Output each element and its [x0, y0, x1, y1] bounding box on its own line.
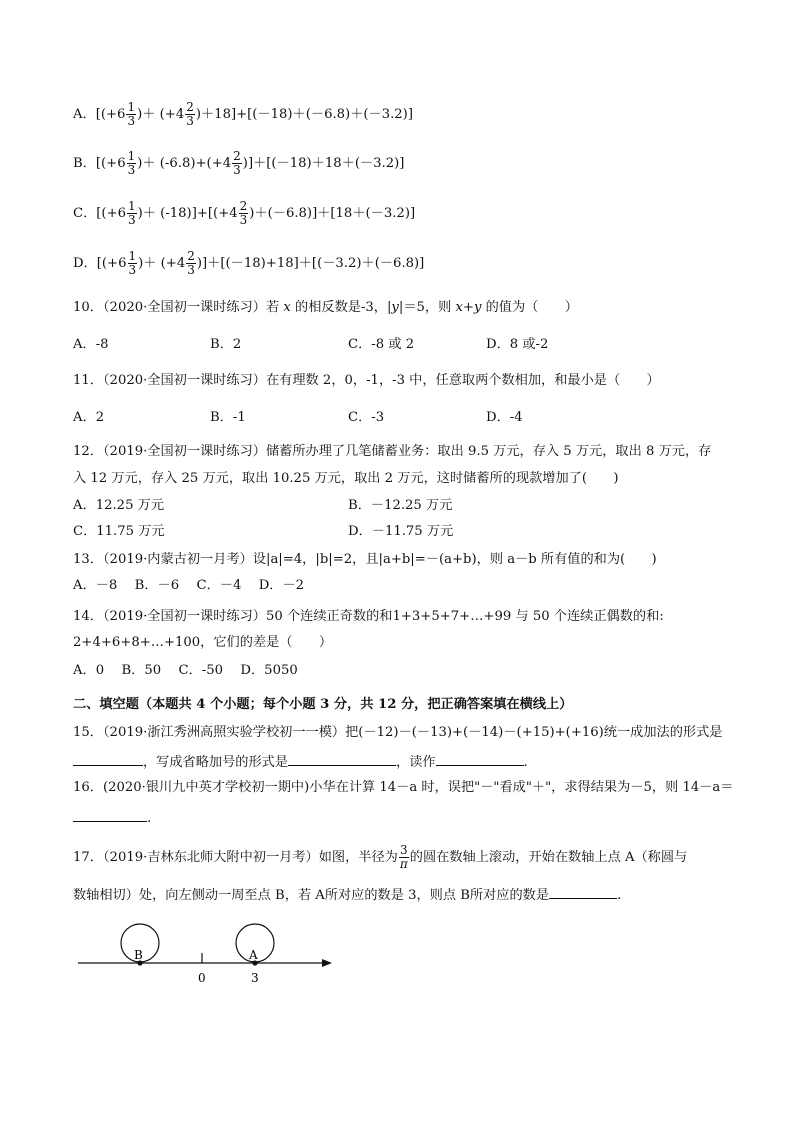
- q17-stem-line1: [73, 844, 687, 871]
- expr-part: [(+6: [95, 156, 126, 171]
- fraction: [127, 150, 137, 177]
- q10-stem-part: 的相反数是-3，|: [290, 300, 392, 315]
- q9-option-c: [73, 200, 415, 227]
- arrow-head-icon: [322, 959, 332, 967]
- fraction-denominator: 3: [128, 263, 137, 277]
- q11-option-b[interactable]: B．-1: [210, 410, 246, 425]
- option-letter: D．: [73, 256, 97, 271]
- q10-stem: [73, 299, 578, 317]
- answer-blank[interactable]: [288, 752, 396, 766]
- expr-part: [(+6: [96, 206, 127, 221]
- label-a: A: [249, 948, 258, 962]
- q11-option-c[interactable]: C．-3: [348, 410, 385, 425]
- expr-part: )]＋[(－18)+18]＋[(－3.2)＋(－6.8)]: [196, 256, 425, 271]
- q9-option-b: [73, 150, 404, 177]
- q17-stem-part: 的圆在数轴上滚动，开始在数轴上点 A（称圆与: [409, 850, 688, 865]
- expr-part: )]＋[(－18)＋18＋(－3.2)]: [242, 156, 405, 171]
- q16-stem-part: .: [147, 811, 152, 826]
- fraction-numerator: 2: [233, 149, 241, 163]
- fraction-numerator: 3: [400, 843, 408, 857]
- expr-part: )＋ (-18)]+[(+4: [137, 206, 238, 221]
- option-letter: C．: [73, 206, 97, 221]
- fraction-denominator: 3: [233, 163, 241, 177]
- q10-option-b[interactable]: B．2: [210, 337, 242, 352]
- fraction-numerator: 1: [128, 249, 137, 263]
- expr-part: )＋18]+[(－18)＋(－6.8)＋(－3.2)]: [195, 107, 413, 122]
- fraction: [127, 200, 137, 227]
- q14-options[interactable]: A．0 B．50 C．-50 D．5050: [73, 663, 298, 678]
- expr-part: )＋ (-6.8)+(+4: [137, 156, 232, 171]
- q15-stem-part: .: [523, 755, 528, 770]
- q14-stem-line2: 2+4+6+8+…+100，它们的差是（ ）: [73, 635, 333, 650]
- fraction-numerator: 2: [187, 249, 195, 263]
- q17-stem-part: 数轴相切）处，向左侧动一周至点 B，若 A所对应的数是 3，则点 B所对应的数是: [73, 888, 550, 903]
- fraction: [399, 844, 409, 871]
- q16-stem-line2: [73, 808, 151, 828]
- fraction-denominator: 3: [127, 163, 136, 177]
- q15-stem-line2: [73, 752, 528, 772]
- expr-part: )＋ (+4: [137, 107, 185, 122]
- fraction-numerator: 1: [127, 149, 136, 163]
- fraction-denominator: 3: [239, 213, 248, 227]
- q12-option-c[interactable]: C．11.75 万元: [73, 524, 165, 539]
- var-y: y: [391, 300, 399, 315]
- number-line-figure: [0, 920, 794, 990]
- q15-stem-part: ，读作: [396, 755, 436, 770]
- fraction-numerator: 2: [186, 100, 194, 114]
- answer-blank[interactable]: [73, 752, 143, 766]
- q16-stem-line1: 16．(2020·银川九中英才学校初一期中)小华在计算 14－a 时，误把"－"看成"＋"，求得结果为－5，则 14－a＝: [73, 780, 734, 795]
- q10-option-d[interactable]: D．8 或-2: [486, 337, 549, 352]
- q15-stem-part: ，写成省略加号的形式是: [143, 755, 289, 770]
- q10-option-c[interactable]: C．-8 或 2: [348, 337, 415, 352]
- answer-blank[interactable]: [73, 808, 147, 822]
- q13-stem: 13．（2019·内蒙古初一月考）设|a|=4，|b|=2，且|a+b|=－(a+b)，则 a－b 所有值的和为( ): [73, 552, 657, 567]
- expr-part: [(+6: [96, 256, 127, 271]
- q9-option-a: [73, 101, 413, 128]
- fraction-denominator: π: [399, 857, 408, 871]
- q12-option-d[interactable]: D．－11.75 万元: [348, 524, 454, 539]
- q10-stem-part: 10．（2020·全国初一课时练习）若: [73, 300, 284, 315]
- expr-part: [(+6: [95, 107, 126, 122]
- q12-stem-line2: 入 12 万元，存入 25 万元，取出 10.25 万元，取出 2 万元，这时储蓄所的现款增加了( ): [73, 471, 619, 486]
- q11-stem: 11．（2020·全国初一课时练习）在有理数 2，0，-1，-3 中，任意取两个数相加，和最小是（ ）: [73, 373, 660, 388]
- q10-option-a[interactable]: A．-8: [73, 337, 109, 352]
- q17-stem-part: 17．（2019·吉林东北师大附中初一月考）如图，半径为: [73, 850, 398, 865]
- fraction-numerator: 1: [127, 100, 136, 114]
- var-x: x: [283, 300, 291, 315]
- fraction-numerator: 2: [239, 199, 248, 213]
- q10-stem-part: |＝5，则: [398, 300, 456, 315]
- q9-option-d: [73, 250, 424, 277]
- q13-options[interactable]: A．－8 B．－6 C．－4 D．－2: [73, 578, 305, 593]
- fraction: [232, 150, 242, 177]
- q11-option-d[interactable]: D．-4: [486, 410, 523, 425]
- fraction-denominator: 3: [186, 114, 194, 128]
- q14-stem-line1: 14．（2019·全国初一课时练习）50 个连续正奇数的和1+3+5+7+…+99 与 50 个连续正偶数的和:: [73, 609, 664, 624]
- q17-stem-part: .: [617, 888, 622, 903]
- fraction-denominator: 3: [127, 114, 136, 128]
- label-b: B: [134, 948, 143, 962]
- q10-stem-part: 的值为（ ）: [481, 300, 578, 315]
- q12-option-a[interactable]: A．12.25 万元: [73, 498, 165, 513]
- var-xy: x+y: [455, 300, 482, 315]
- answer-blank[interactable]: [549, 885, 617, 899]
- q11-option-a[interactable]: A．2: [73, 410, 105, 425]
- q15-stem-line1: 15．（2019·浙江秀洲高照实验学校初一一模）把(－12)－(－13)+(－14)－(+15)+(+16)统一成加法的形式是: [73, 725, 723, 740]
- answer-blank[interactable]: [436, 752, 524, 766]
- q12-stem-line1: 12．（2019·全国初一课时练习）储蓄所办理了几笔储蓄业务：取出 9.5 万元，存入 5 万元，取出 8 万元，存: [73, 444, 712, 459]
- q17-stem-line2: [73, 885, 621, 905]
- q12-option-b[interactable]: B．－12.25 万元: [348, 498, 453, 513]
- fraction-denominator: 3: [187, 263, 195, 277]
- tick-label-0: 0: [198, 971, 206, 985]
- option-letter: A．: [73, 107, 96, 122]
- expr-part: )＋ (+4: [138, 256, 186, 271]
- expr-part: )＋(－6.8)]＋[18＋(－3.2)]: [249, 206, 416, 221]
- fraction: [126, 101, 136, 128]
- fraction: [186, 250, 196, 277]
- option-letter: B．: [73, 156, 96, 171]
- tick-label-3: 3: [251, 971, 259, 985]
- fraction: [185, 101, 195, 128]
- fraction: [239, 200, 249, 227]
- fraction-numerator: 1: [128, 199, 136, 213]
- fraction: [128, 250, 138, 277]
- section-heading: 二、填空题（本题共 4 个小题；每个小题 3 分，共 12 分，把正确答案填在横线上）: [73, 697, 573, 712]
- fraction-denominator: 3: [128, 213, 136, 227]
